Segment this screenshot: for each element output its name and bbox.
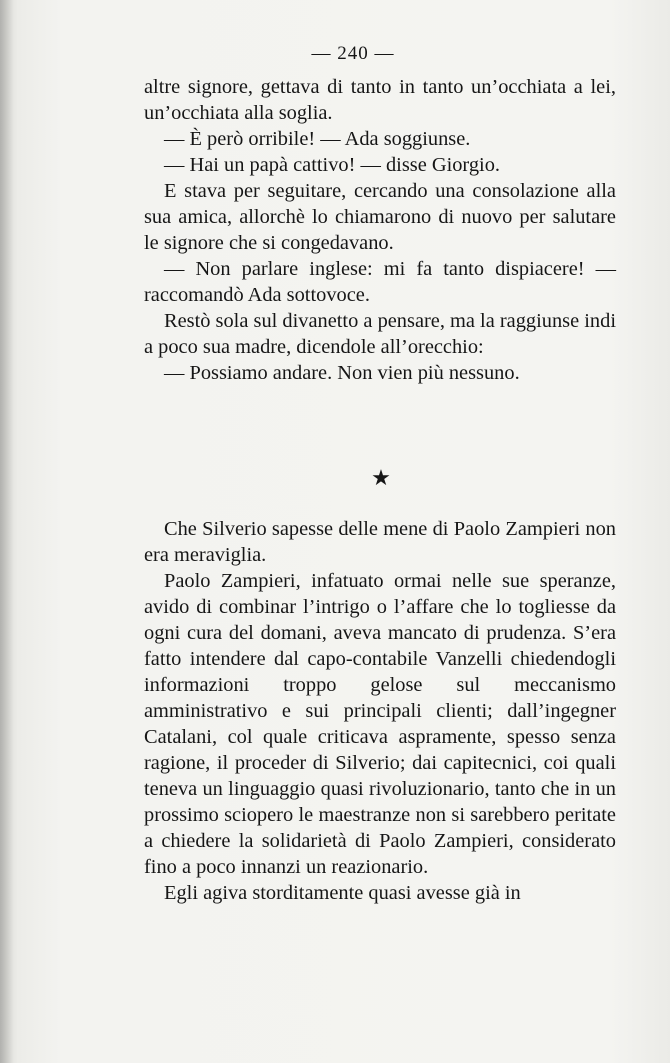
text-block-top [144, 74, 616, 386]
paragraph: — Hai un papà cattivo! — disse Giorgio. [164, 154, 501, 176]
paragraph: — Possiamo andare. Non vien più nessuno. [164, 362, 520, 384]
paragraph: E stava per seguitare, cercando una consolazione alla sua amica, allorchè lo chiamarono di nuovo per salutare le signore che si congedavano. [144, 180, 616, 254]
paragraph: Restò sola sul divanetto a pensare, ma la raggiunse indi a poco sua madre, dicendole all’orecchio: [144, 310, 616, 358]
page-number: — 240 — [311, 43, 395, 64]
paragraph: — È però orribile! — Ada soggiunse. [164, 128, 471, 150]
paragraph: Che Silverio sapesse delle mene di Paolo Zampieri non era meraviglia. [144, 518, 616, 566]
paragraph: Paolo Zampieri, infatuato ormai nelle sue speranze, avido di combinar l’intrigo o l’affare che lo togliesse da ogni cura del domani, aveva mancato di prudenza. S’era fatto intendere dal capo-contabile Vanzelli chiedendogli informazioni troppo gelose sul meccanismo amministrativo e sui principali clienti; dall’ingegner Catalani, col quale criticava aspramente, spesso senza ragione, il proceder di Silverio; dai capitecnici, coi quali teneva un linguaggio quasi rivoluzionario, tanto che in un prossimo sciopero le maestranze non si sarebbero peritate a chiedere la solidarietà di Paolo Zampieri, considerato fino a poco innanzi un reazionario. [144, 570, 616, 878]
paragraph: — Non parlare inglese: mi fa tanto dispiacere! — raccomandò Ada sottovoce. [144, 258, 616, 306]
page-edge-shadow [0, 0, 14, 1063]
text-block-bottom [144, 516, 616, 906]
paragraph: Egli agiva storditamente quasi avesse già in [164, 882, 521, 904]
paragraph: altre signore, gettava di tanto in tanto un’occhiata a lei, un’occhiata alla soglia. [144, 76, 616, 124]
section-separator-star: ★ [371, 465, 391, 490]
